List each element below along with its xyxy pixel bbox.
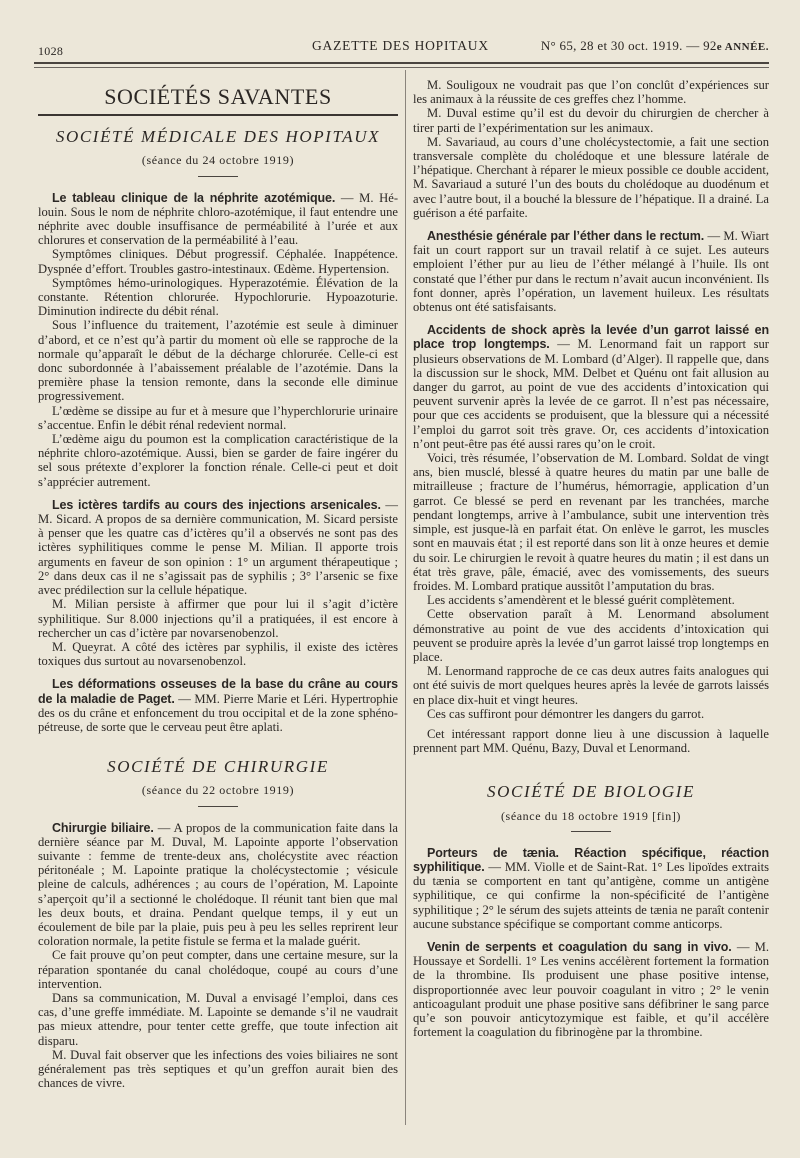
paragraph: Voici, très résumée, l’observation de M. Lombard. Soldat de vingt ans, bien musclé, blessé à quatre heures du matin par une balle de mitrailleuse ; fracture de l’humérus, hémorragie, application d’un garrot. Ce blessé se perd en revenant par les tranchées, marche pendant longtemps, arrive à l’ambulance, subit une intervention très simple, est jusque-là en parfait état. On enlève le garrot, les muscles sont en mauvais état ; il est reporté dans son lit à onze heures et demie du soir. Le chirurgien le revoit à quatre heures du matin ; il est dans un état très grave, pâle, émacié, avec des vomissements, des sueurs froides. M. Lombard pratique aussitôt l’amputation du bras. xyxy=(413,451,769,593)
paragraph: M. Milian persiste à affirmer que pour lui il s’agit d’ictère syphilitique. Sur 8.000 injections qu’il a pratiquées, il est encore à rechercher un cas d’ictère par novarsenobenzol. xyxy=(38,597,398,640)
section-title-smh: SOCIÉTÉ MÉDICALE DES HOPITAUX xyxy=(55,127,381,147)
article-venin xyxy=(413,940,769,1039)
article-icteres xyxy=(38,498,398,597)
paragraph: M. Duval estime qu’il est du devoir du chirurgien de chercher à tirer parti de l’expérimentation sur les animaux. xyxy=(413,106,769,135)
section-rule xyxy=(198,176,238,177)
article-paget xyxy=(38,677,398,734)
article-title: Venin de serpents et coagulation du sang in vivo. xyxy=(427,939,732,954)
paragraph: Ce fait prouve qu’on peut compter, dans une certaine mesure, sur la réparation spontanée du canal cholédoque, coupé au cours d’une intervention. xyxy=(38,948,398,991)
article-text: — M. Lenormand fait un rapport sur plusieurs observations de M. Lombard (d’Alger). Il rappelle que, dans la discussion sur le shock, MM. Delbet et Quénu ont fait allusion au danger du garrot, au point de vue des accidents d’intoxication qui peuvent survenir après la levée de ce garrot. Il n’est pas nécessaire, pour que ces accidents se produisent, que la blessure qui a nécessité l’emploi du garrot soit très grave. Or, ces accidents d’intoxication n’ont peut-être pas été aussi rares qu’on le croit. xyxy=(413,337,769,451)
article-text: — M. Wiart fait un court rapport sur un travail relatif à ce sujet. Les auteurs emploient l’éther pur au lieu de l’éther mélangé à l’huile. Ils ont constaté que l’éther pur dans le rectum n’avait aucun inconvénient. Ils font donner, après l’opération, un lavement huileux. Les résultats obtenus ont été satisfaisants. xyxy=(413,229,769,315)
paragraph: Cette observation paraît à M. Lenormand absolument démonstrative au point de vue des accidents d’intoxication qui peuvent se produire après la levée d’un garrot laissé trop longtemps en place. xyxy=(413,607,769,664)
article-title: Le tableau clinique de la néphrite azotémique. xyxy=(52,190,336,205)
article-nephrite xyxy=(38,191,398,248)
main-section-title: SOCIÉTÉS SAVANTES xyxy=(104,84,332,109)
article-text: — M. Hélouin. Sous le nom de néphrite chloro-azotémique, il faut entendre une néphrite avec double insuffisance de perméabilité à l’urée et aux chlorures et conservation de la perméabilité à l’eau. xyxy=(38,190,399,248)
article-title: Les ictères tardifs au cours des injections arsenicales. xyxy=(52,497,381,512)
article-title: Anesthésie générale par l’éther dans le rectum. xyxy=(427,229,705,244)
article-text: — M. Houssaye et Sordelli. 1° Les venins accélèrent fortement la formation de la thrombine. Ils produisent une phase positive intense, disproportionnée avec leur pouvoir coagulant in vitro ; 2° le venin anticoagulant produit une phase positive sans défibriner le sang parce qu’e son pouvoir anticytozymique est faible, et qu’il accélère fortement la coagulation du fibrinogène par la thrombine. xyxy=(413,939,769,1040)
article-shock-garrot xyxy=(413,323,769,451)
paragraph: Sous l’influence du traitement, l’azotémie est seule à diminuer d’abord, et ce n’est qu’à partir du moment où elle se rapproche de la normale qu’apparaît le début de la décharge chlorurée. Celle-ci est donc subordonnée à l’abaissement préalable de l’azotémie. Dans la première phase la tension remonte, dans la seconde elle diminue progressivement. xyxy=(38,318,398,404)
paragraph: M. Savariaud, au cours d’une cholécystectomie, a fait une section transversale complète du cholédoque et une blessure latérale de l’hépatique. Cherchant à réparer le mieux possible ce double accident, M. Savariaud a suturé l’un des bouts du cholédoque au duodénum et avec l’autre bout, il a bouché la blessure de l’hépatique. Il a drainé. La guérison a été parfaite. xyxy=(413,134,769,220)
article-title: Chirurgie biliaire. xyxy=(52,820,154,835)
left-column xyxy=(38,78,398,1090)
seance-date-chirurgie: (séance du 22 octobre 1919) xyxy=(141,783,295,798)
right-column xyxy=(413,78,769,1039)
paragraph: L’œdème aigu du poumon est la complication caractéristique de la néphrite chloro-azotémique. Aussi, bien se garder de faire ingérer du sel sous prétexte d’explorer la fonction rénale. Celle-ci peut et doit s’apprécier autrement. xyxy=(38,432,398,489)
article-text: — MM. Violle et de Saint-Rat. 1° Les lipoïdes extraits du tænia se comportent en tant qu’antigène, comme un antigène syphilitique, ce qui confirme la non-spécificité de l’antigène syphilitique ; 2° le sérum des sujets atteints de tænia ne paraît contenir aucune substance spécifique se comportant comme anticorps. xyxy=(413,859,769,931)
article-text: — A propos de la communication faite dans la dernière séance par M. Duval, M. Lapointe apporte l’observation suivante : femme de trente-deux ans, cholécystite avec réaction péritonéale ; M. Lapointe pratique la cholécystectomie ; vésicule pleine de calculs, adhérences ; au cours de l’opération, M. Lapointe s’aperçoit qu’il a sectionné le cholédoque. Il réunit tant bien que mal les deux bouts, et draina. Pendant quelque temps, il y eut un écoulement de bile par la plaie, puis peu à peu les selles reprirent leur coloration normale, la petite fistule se ferma et la malade guérit. xyxy=(38,820,398,949)
section-rule xyxy=(571,831,611,832)
issue-info xyxy=(541,38,769,54)
issue-year: e ANNÉE. xyxy=(716,41,769,53)
section-title-chirurgie: SOCIÉTÉ DE CHIRURGIE xyxy=(107,757,329,777)
paragraph: M. Souligoux ne voudrait pas que l’on conclût d’expériences sur les animaux à la réussite de ces greffes chez l’homme. xyxy=(413,78,769,107)
paragraph: Symptômes cliniques. Début progressif. Céphalée. Inappétence. Dyspnée d’effort. Troubles gastro-intestinaux. Œdème. Hypertension. xyxy=(38,247,398,276)
article-title: Les déformations osseuses de la base du crâne au cours de la maladie de Paget. xyxy=(38,677,398,706)
header-rule-thin xyxy=(34,67,769,68)
section-rule xyxy=(198,806,238,807)
section-title-biologie: SOCIÉTÉ DE BIOLOGIE xyxy=(487,782,695,802)
article-anesthesie xyxy=(413,229,769,314)
article-chirurgie-biliaire xyxy=(38,821,398,949)
seance-date-smh: (séance du 24 octobre 1919) xyxy=(141,153,295,168)
article-text: — M. Sicard. A propos de sa dernière communication, M. Sicard persiste à penser que les quatre cas d’ictères qu’il a observés ne sont pas des ictères syphilitiques comme le pense M. Milian. Il apporte trois arguments en faveur de son opinion : 1° un argument thérapeutique ; 2° dans deux cas il ne s’agissait pas de syphilis ; 3° l’arsenic se fixe avec prédilection sur la cellule hépatique. xyxy=(38,497,398,598)
seance-date-biologie: (séance du 18 octobre 1919 [fin]) xyxy=(500,808,682,823)
issue-date: N° 65, 28 et 30 oct. 1919. — 92 xyxy=(540,38,717,53)
paragraph: M. Duval fait observer que les infections des voies biliaires ne sont généralement pas très septiques et qu’un greffon aurait bien des chances de vivre. xyxy=(38,1047,398,1091)
article-title: Accidents de shock après la levée d’un garrot laissé en place trop longtemps. xyxy=(413,323,769,352)
article-title: Porteurs de tænia. Réaction spécifique, réaction syphilitique. xyxy=(413,845,769,874)
article-text: — MM. Pierre Marie et Léri. Hypertrophie des os du crâne et enfoncement du trou occipital et de la zone sphéno-pétreuse, de sorte que le cerveau peut être aplati. xyxy=(38,691,398,734)
main-title-rule xyxy=(38,114,398,116)
paragraph: L’œdème se dissipe au fur et à mesure que l’hyperchlorurie urinaire s’accentue. Enfin le débit rénal redevient normal. xyxy=(38,403,398,432)
article-taenia xyxy=(413,846,769,931)
journal-title: GAZETTE DES HOPITAUX xyxy=(312,38,489,53)
paragraph: Dans sa communication, M. Duval a envisagé l’emploi, dans ces cas, d’une greffe immédiate. M. Lapointe se demande s’il ne vaudrait pas mieux attendre, pour tenter cette greffe, que toute infection ait disparu. xyxy=(38,990,398,1048)
paragraph: Ces cas suffiront pour démontrer les dangers du garrot. xyxy=(427,706,705,721)
paragraph: Cet intéressant rapport donne lieu à une discussion à laquelle prennent part MM. Quénu, Bazy, Duval et Lenormand. xyxy=(413,726,769,756)
paragraph: M. Lenormand rapproche de ce cas deux autres faits analogues qui ont été suivis de mort quelques heures après la levée de garrots laissés en place dix-huit et vingt heures. xyxy=(413,664,769,707)
paragraph: M. Queyrat. A côté des ictères par syphilis, il existe des ictères toxiques dus surtout au novarsenobenzol. xyxy=(38,639,398,669)
header-rule xyxy=(34,62,769,64)
paragraph: Les accidents s’amendèrent et le blessé guérit complètement. xyxy=(427,593,735,608)
column-divider xyxy=(405,70,406,1125)
page-header xyxy=(34,38,769,58)
page-number: 1028 xyxy=(38,44,64,58)
paragraph: Symptômes hémo-urinologiques. Hyperazotémie. Élévation de la constante. Rétention chlorurée. Hypochlorurie. Hypoazoturie. Diminution indirecte du débit rénal. xyxy=(38,275,398,319)
